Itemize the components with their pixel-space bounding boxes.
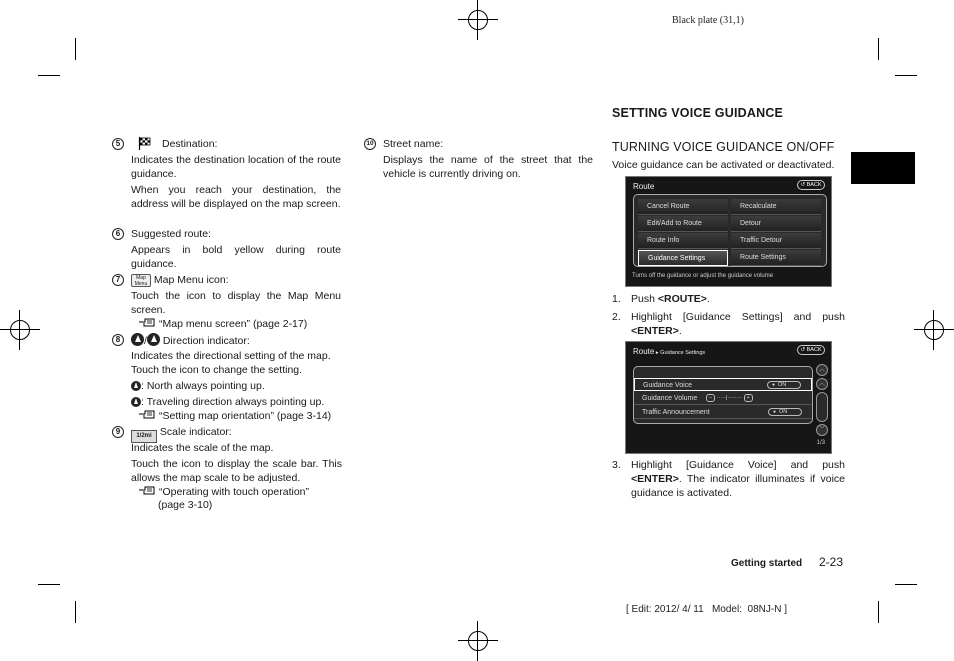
page-indicator: 1/3 <box>816 440 825 446</box>
step-post: . The indicator illuminates if voice guidance is activated. <box>631 473 845 499</box>
item-text: Touch the icon to display the Map Menu screen. <box>131 290 341 316</box>
reference-hand-icon <box>138 485 156 496</box>
back-label: BACK <box>806 182 822 188</box>
crop-mark <box>38 75 60 76</box>
item-number: 6 <box>112 228 124 240</box>
item-text: When you reach your destination, the address will be displayed on the map screen. <box>131 184 341 210</box>
item-text: Touch the icon to display the scale bar. This allows the map scale to be adjusted. <box>131 458 342 484</box>
guidance-voice-indicator: ● ON <box>767 381 801 389</box>
screen-help-text: Turns off the guidance or adjust the guidance volume <box>632 273 774 279</box>
reference-hand-icon <box>138 409 156 420</box>
item-text: Displays the name of the street that the vehicle is currently driving on. <box>383 154 593 180</box>
registration-mark <box>458 621 498 661</box>
route-settings-button[interactable]: Route Settings <box>731 250 821 266</box>
separator: / <box>144 335 147 347</box>
checkered-flag-icon <box>138 137 151 154</box>
item-label: Direction indicator: <box>162 335 250 347</box>
reference-text: “Setting map orientation” (page 3-14) <box>159 410 332 422</box>
heading-up-icon <box>147 333 160 346</box>
registration-mark <box>458 0 498 40</box>
guidance-settings-button[interactable]: Guidance Settings <box>638 250 728 266</box>
scrollbar[interactable] <box>816 392 828 422</box>
step-text <box>631 310 845 338</box>
crop-mark <box>75 38 76 60</box>
sub-text: : Traveling direction always pointing up. <box>141 396 325 408</box>
item-label: Scale indicator: <box>159 426 232 438</box>
crop-mark <box>38 584 60 585</box>
step-text <box>631 292 710 306</box>
sub-text: : North always pointing up. <box>141 380 265 392</box>
route-menu-screen <box>625 176 832 287</box>
intro-text: Voice guidance can be activated or deactivated. <box>612 159 835 171</box>
item-text: Indicates the scale of the map. <box>131 442 274 454</box>
crop-mark <box>878 601 879 623</box>
reference-line <box>138 317 307 331</box>
item-number: 9 <box>112 426 124 438</box>
title-path: ▸ Guidance Settings <box>654 350 706 356</box>
footer-section: Getting started <box>731 558 803 569</box>
back-button[interactable]: ↺ BACK <box>797 345 825 355</box>
item-number: 7 <box>112 274 124 286</box>
scroll-up-button[interactable]: ︿ <box>816 378 828 390</box>
item-text: Indicates the destination location of the route guidance. <box>131 154 341 180</box>
title-main: Route <box>633 347 655 356</box>
registration-mark <box>914 310 954 350</box>
guidance-voice-row[interactable] <box>634 378 812 391</box>
edit-footer: [ Edit: 2012/ 4/ 11 Model: 08NJ-N ] <box>626 604 788 615</box>
traffic-announcement-row[interactable] <box>634 406 812 419</box>
middle-column <box>364 137 594 197</box>
item-text: Touch the icon to change the setting. <box>131 364 303 376</box>
step-post: . <box>706 293 710 305</box>
reference-hand-icon <box>138 317 156 328</box>
step-pre: Highlight [Guidance Voice] and push <box>631 459 845 471</box>
back-button[interactable]: ↺ BACK <box>797 180 825 190</box>
recalculate-button[interactable]: Recalculate <box>731 199 821 215</box>
item-label: Map Menu icon: <box>153 274 229 286</box>
north-up-icon <box>131 381 141 391</box>
section-tab <box>851 152 915 184</box>
reference-text: “Operating with touch operation” <box>159 486 309 498</box>
back-label: BACK <box>806 347 822 353</box>
volume-slider[interactable]: − ·····|········ + <box>706 394 802 402</box>
traffic-detour-button[interactable]: Traffic Detour <box>731 233 821 249</box>
item-number: 5 <box>112 138 124 150</box>
item-number: 8 <box>112 334 124 346</box>
registration-mark <box>0 310 40 350</box>
cancel-route-button[interactable]: Cancel Route <box>638 199 728 215</box>
sub-line <box>131 395 324 409</box>
left-column <box>112 137 342 517</box>
route-info-button[interactable]: Route Info <box>638 233 728 249</box>
key-name: <ENTER> <box>631 325 679 337</box>
reference-text: “Map menu screen” (page 2-17) <box>159 318 308 330</box>
step-number: 2. <box>612 311 621 323</box>
volume-minus-button[interactable]: − <box>706 394 715 402</box>
scroll-up-button[interactable]: ︿ <box>816 364 828 376</box>
key-name: <ENTER> <box>631 473 679 485</box>
item-label-line <box>131 333 250 348</box>
step-number: 1. <box>612 293 621 305</box>
guidance-volume-row[interactable] <box>634 392 812 405</box>
traffic-announcement-indicator: ● ON <box>768 408 802 416</box>
map-menu-icon: Map Menu <box>131 274 151 287</box>
row-label: Guidance Voice <box>643 382 693 389</box>
item-number: 10 <box>364 138 376 150</box>
section-heading: SETTING VOICE GUIDANCE <box>612 106 784 120</box>
volume-plus-button[interactable]: + <box>744 394 753 402</box>
guidance-settings-screen <box>625 341 832 454</box>
item-label: Street name: <box>383 138 444 150</box>
edit-add-to-route-button[interactable]: Edit/Add to Route <box>638 216 728 232</box>
settings-list <box>633 366 813 424</box>
item-text: Appears in bold yellow during route guidance. <box>131 244 341 270</box>
heading-up-icon <box>131 397 141 407</box>
screen-title: Route <box>633 182 655 191</box>
plate-label: Black plate (31,1) <box>672 15 744 26</box>
crop-mark <box>895 584 917 585</box>
item-label: Suggested route: <box>131 228 211 240</box>
crop-mark <box>895 75 917 76</box>
item-label: Destination: <box>162 138 218 150</box>
crop-mark <box>75 601 76 623</box>
reference-line <box>138 485 309 499</box>
step-pre: Highlight [Guidance Settings] and push <box>631 311 845 323</box>
step-number: 3. <box>612 459 621 471</box>
menu-panel <box>633 194 827 267</box>
reference-line <box>138 409 331 423</box>
screen-title <box>633 345 705 360</box>
step-post: . <box>678 325 682 337</box>
page-number: 2-23 <box>819 555 844 569</box>
item-label-line <box>131 273 229 287</box>
step-text <box>631 458 845 500</box>
key-name: <ROUTE> <box>657 293 707 305</box>
reference-text: (page 3-10) <box>158 499 213 511</box>
row-label: Traffic Announcement <box>642 409 710 416</box>
row-label: Guidance Volume <box>642 395 698 402</box>
north-up-icon <box>131 333 144 346</box>
detour-button[interactable]: Detour <box>731 216 821 232</box>
item-text: Indicates the directional setting of the map. <box>131 350 331 362</box>
sub-heading: TURNING VOICE GUIDANCE ON/OFF <box>612 140 835 154</box>
sub-line <box>131 379 265 393</box>
step-pre: Push <box>631 293 658 305</box>
crop-mark <box>878 38 879 60</box>
scroll-down-button[interactable]: ﹀ <box>816 424 828 436</box>
scale-indicator-icon: 1/2mi <box>131 430 157 443</box>
